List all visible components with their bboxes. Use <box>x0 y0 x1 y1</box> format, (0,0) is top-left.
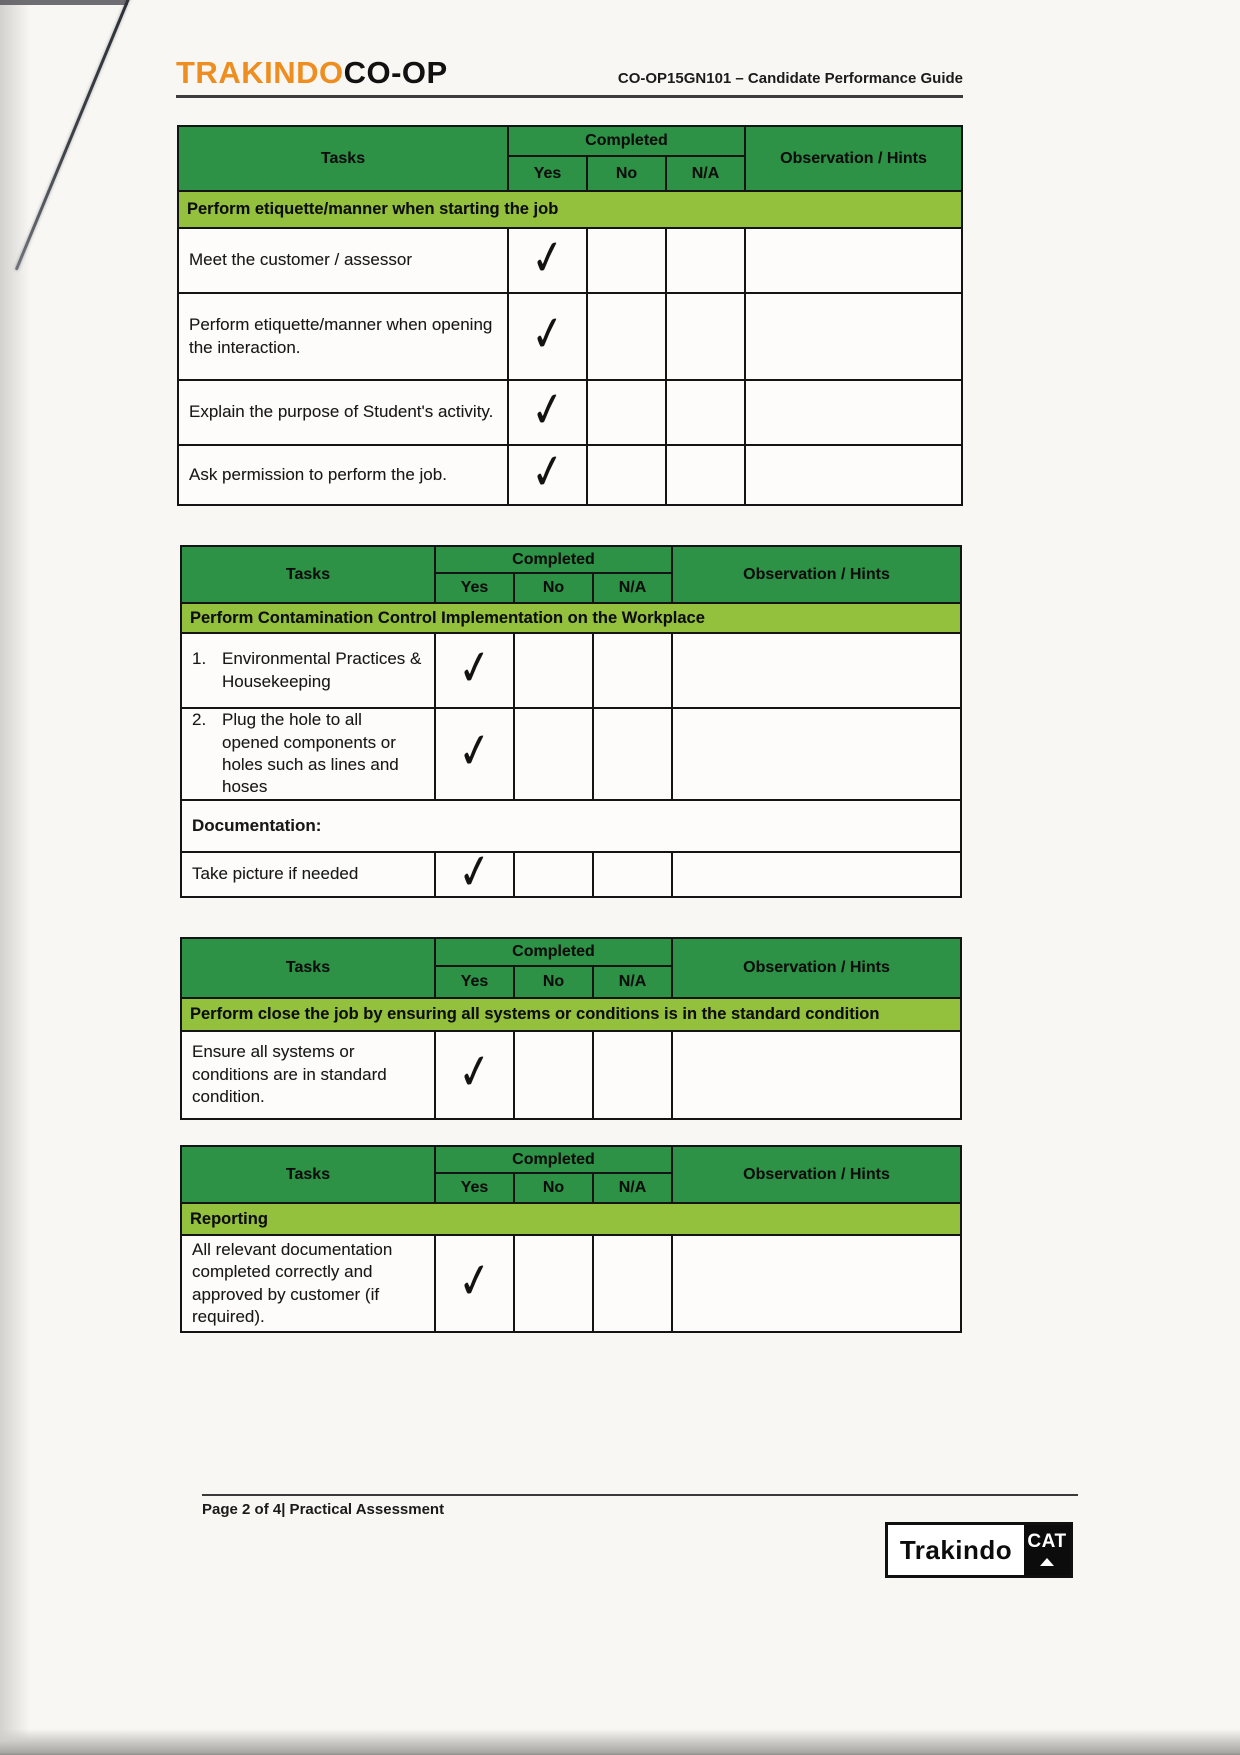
check-icon: ✓ <box>528 229 567 288</box>
check-icon: ✓ <box>528 381 567 440</box>
column-header-yes: Yes <box>460 1179 489 1196</box>
scan-left-shadow <box>0 0 30 1755</box>
column-header-tasks: Tasks <box>285 959 331 976</box>
table-row <box>179 292 961 379</box>
na-cell <box>665 446 744 504</box>
yes-cell <box>434 843 513 902</box>
column-header-no: No <box>513 574 592 602</box>
na-cell <box>665 294 744 379</box>
table-row <box>182 1234 960 1331</box>
table-etiquette-starting <box>177 125 963 506</box>
table-row <box>179 227 961 292</box>
table-reporting <box>180 1145 962 1333</box>
yes-cell <box>434 634 513 707</box>
column-header-na: N/A <box>665 157 744 190</box>
no-cell <box>513 709 592 799</box>
observation-cell <box>671 709 960 799</box>
table-header <box>182 547 960 602</box>
column-group-completed <box>434 547 671 602</box>
column-header-tasks: Tasks <box>285 1165 331 1183</box>
task-cell: Perform etiquette/manner when opening the interaction. <box>189 315 493 357</box>
observation-cell <box>744 446 961 504</box>
no-cell <box>586 229 665 292</box>
cat-triangle-icon <box>1040 1558 1054 1566</box>
task-number: 2. <box>192 710 207 730</box>
column-group-completed <box>434 1147 671 1202</box>
no-cell <box>586 446 665 504</box>
column-header-na: N/A <box>592 967 671 997</box>
column-header-completed: Completed <box>436 1147 671 1174</box>
task-cell: All relevant documentation completed correctly and approved by customer (if required). <box>192 1239 393 1326</box>
column-group-completed <box>434 939 671 997</box>
table-header <box>182 1147 960 1202</box>
no-cell <box>513 1236 592 1331</box>
task-number: 1. <box>192 649 207 669</box>
no-cell <box>586 381 665 444</box>
column-header-no: No <box>586 157 665 190</box>
table-header <box>182 939 960 997</box>
yes-cell <box>507 446 586 504</box>
na-cell <box>592 1236 671 1331</box>
check-icon: ✓ <box>455 1252 494 1311</box>
column-header-observation: Observation / Hints <box>671 939 960 997</box>
column-header-no: No <box>513 1174 592 1202</box>
na-cell <box>592 853 671 896</box>
observation-cell <box>744 381 961 444</box>
table-row <box>182 1030 960 1118</box>
column-header-na: N/A <box>592 1174 671 1202</box>
task-cell: 1. Environmental Practices & Housekeeping <box>192 649 422 691</box>
table-row <box>182 632 960 707</box>
no-cell <box>586 294 665 379</box>
column-header-observation: Observation / Hints <box>744 127 961 190</box>
table-row <box>179 444 961 504</box>
column-header-yes: Yes <box>460 973 489 990</box>
observation-cell <box>671 634 960 707</box>
check-icon: ✓ <box>455 1044 494 1102</box>
scan-bottom-edge-shadow <box>0 1729 1240 1755</box>
task-cell: Explain the purpose of Student's activity. <box>189 402 494 422</box>
check-icon: ✓ <box>455 723 494 781</box>
check-icon: ✓ <box>455 639 494 698</box>
page-number: Page 2 of 4| Practical Assessment <box>202 1501 445 1518</box>
check-icon: ✓ <box>528 444 567 502</box>
check-icon: ✓ <box>455 843 494 902</box>
document-reference: CO-OP15GN101 – Candidate Performance Guide <box>617 70 963 87</box>
section-header: Reporting <box>182 1202 960 1234</box>
column-header-observation: Observation / Hints <box>671 547 960 602</box>
section-header: Perform Contamination Control Implementation on the Workplace <box>182 602 960 632</box>
no-cell <box>513 1032 592 1118</box>
column-header-completed: Completed <box>436 939 671 967</box>
task-cell: Take picture if needed <box>192 864 359 884</box>
scan-top-edge-artifact <box>0 0 128 5</box>
observation-cell <box>671 1236 960 1331</box>
na-cell <box>592 1032 671 1118</box>
column-header-tasks: Tasks <box>320 149 366 167</box>
table-row <box>182 843 960 902</box>
column-header-tasks: Tasks <box>285 565 331 583</box>
observation-cell <box>744 229 961 292</box>
yes-cell <box>507 229 586 292</box>
na-cell <box>592 709 671 799</box>
task-cell: Ask permission to perform the job. <box>189 464 447 484</box>
na-cell <box>665 229 744 292</box>
company-logo <box>176 55 448 91</box>
brand-trakindo: TRAKINDO <box>176 55 344 90</box>
check-icon: ✓ <box>528 305 567 364</box>
column-header-na: N/A <box>592 574 671 602</box>
table-row <box>182 707 960 799</box>
yes-cell <box>507 294 586 379</box>
task-cell: Meet the customer / assessor <box>189 250 412 270</box>
na-cell <box>592 634 671 707</box>
yes-cell <box>434 1032 513 1118</box>
footer-divider <box>202 1494 1078 1496</box>
section-header: Perform close the job by ensuring all systems or conditions is in the standard condition <box>182 997 960 1030</box>
column-header-yes: Yes <box>533 164 562 182</box>
subheading-row: Documentation: <box>182 799 960 851</box>
table-row <box>179 379 961 444</box>
observation-cell <box>744 294 961 379</box>
column-group-completed <box>507 127 744 190</box>
header-divider <box>176 95 963 98</box>
scan-diagonal-line-artifact <box>15 0 131 271</box>
table-close-the-job <box>180 937 962 1120</box>
column-header-observation: Observation / Hints <box>671 1147 960 1202</box>
no-cell <box>513 634 592 707</box>
column-header-completed: Completed <box>509 127 744 157</box>
yes-cell <box>434 709 513 799</box>
observation-cell <box>671 853 960 896</box>
trakindo-cat-logo <box>885 1522 1073 1578</box>
table-header <box>179 127 961 190</box>
column-header-no: No <box>513 967 592 997</box>
table-contamination-control <box>180 545 962 902</box>
task-cell: 2. Plug the hole to all opened components or holes such as lines and hoses <box>192 710 399 797</box>
no-cell <box>513 853 592 896</box>
observation-cell <box>671 1032 960 1118</box>
cat-logo: CAT <box>1024 1525 1070 1575</box>
logo-trakindo-text: Trakindo <box>899 1534 1013 1565</box>
na-cell <box>665 381 744 444</box>
task-cell: Ensure all systems or conditions are in standard condition. <box>192 1042 387 1107</box>
section-header: Perform etiquette/manner when starting the job <box>179 190 961 227</box>
brand-coop: CO-OP <box>343 55 448 90</box>
yes-cell <box>507 381 586 444</box>
column-header-completed: Completed <box>436 547 671 574</box>
yes-cell <box>434 1236 513 1331</box>
column-header-yes: Yes <box>460 579 489 596</box>
